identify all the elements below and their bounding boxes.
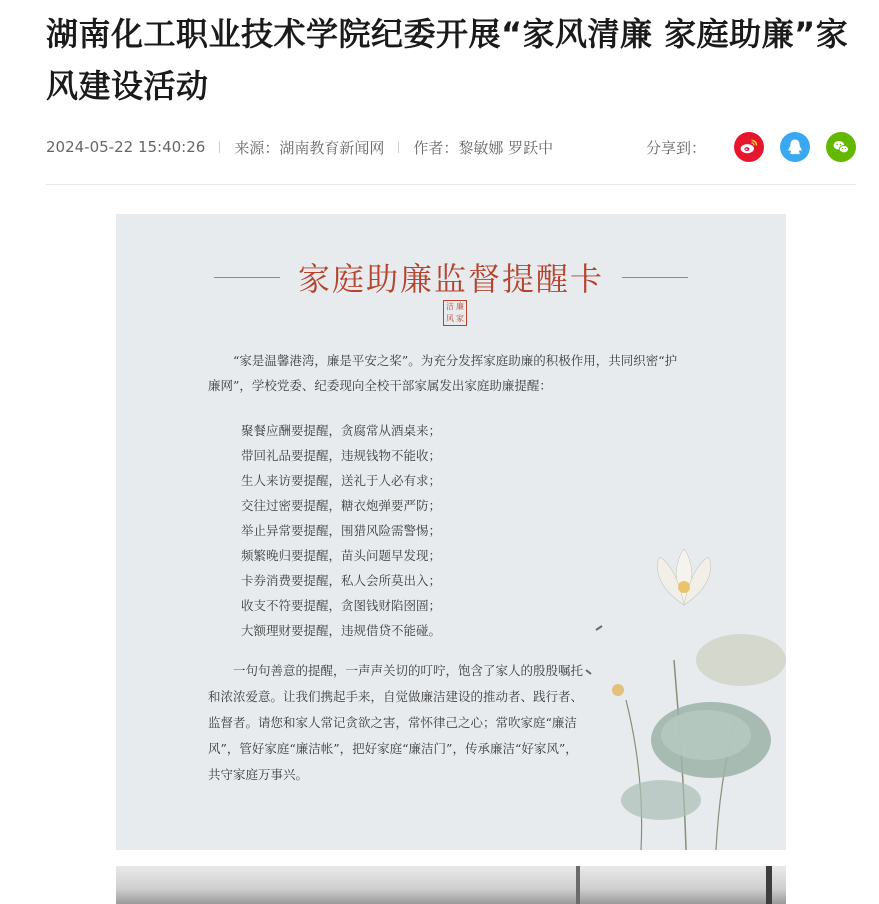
wechat-icon [831,137,851,157]
card-title: 家庭助廉监督提醒卡 [297,260,604,298]
share-bar [646,132,856,162]
article-source: 来源：湖南教育新闻网 [234,138,385,157]
card-closing: 一句句善意的提醒，一声声关切的叮咛，饱含了家人的殷殷嘱托和浓浓爱意。让我们携起手来，自觉做廉洁建设的推动者、践行者、监督者。请您和家人常记贪欲之害，常怀律己之心；常吹家庭“廉洁风”，管好家庭“廉洁帐”，把好家庭“廉洁门”，传承廉洁“好家风”，共守家庭万事兴。 [208,663,584,782]
list-item: 交往过密要提醒，糖衣炮弹要严防； [241,498,442,513]
qq-icon [785,137,805,157]
lotus-illustration [566,510,786,850]
card-intro: “家是温馨港湾，廉是平安之桨”。为充分发挥家庭助廉的积极作用，共同织密“护廉网”，学校党委、纪委现向全校干部家属发出家庭助廉提醒： [208,353,678,393]
list-item: 频繁晚归要提醒，苗头问题早发现； [241,548,442,563]
article-photo [116,866,786,904]
article-meta [46,130,856,164]
article-title: 湖南化工职业技术学院纪委开展“家风清廉 家庭助廉”家风建设活动 [46,15,849,105]
publish-date: 2024-05-22 15:40:26 [46,138,206,156]
share-weibo-button[interactable] [734,132,764,162]
title-rule-left [214,277,280,278]
title-rule-right [622,277,688,278]
meta-divider [398,141,399,153]
list-item: 举止异常要提醒，围猎风险需警惕； [241,523,442,538]
header-divider [46,184,856,185]
article-author: 作者：黎敏娜 罗跃中 [413,138,554,157]
list-item: 生人来访要提醒，送礼于人必有求； [241,473,442,488]
share-wechat-button[interactable] [826,132,856,162]
list-item: 大额理财要提醒，违规借贷不能碰。 [241,623,442,638]
card-title-row [116,254,786,300]
photo-detail [576,866,580,904]
weibo-icon [739,137,759,157]
seal-stamp: 洁 廉 风 家 [443,300,467,326]
reminder-card-image [116,214,786,850]
list-item: 聚餐应酬要提醒，贪腐常从酒桌来； [241,423,442,438]
meta-divider [219,141,220,153]
share-label: 分享到： [645,138,706,157]
list-item: 收支不符要提醒，贪图钱财陷囹圄； [241,598,442,613]
list-item: 带回礼品要提醒，违规钱物不能收； [241,448,442,463]
photo-detail [766,866,772,904]
list-item: 卡券消费要提醒，私人会所莫出入； [241,573,442,588]
reminder-list [241,418,441,643]
share-qq-button[interactable] [780,132,810,162]
